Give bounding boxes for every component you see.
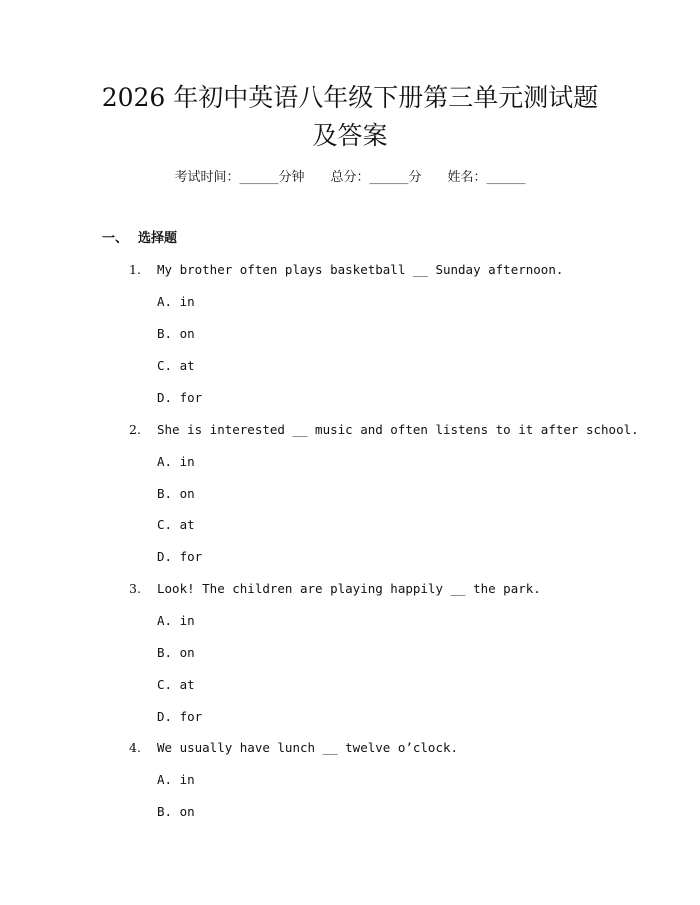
option-b: B. on [157, 804, 195, 819]
question-text: She is interested __ music and often listens to it after school. [157, 422, 639, 437]
student-name: 姓名：______ [447, 170, 526, 185]
option-c: C. at [157, 517, 195, 532]
question-number: 4. [129, 740, 141, 755]
option-b: B. on [157, 486, 195, 501]
option-d: D. for [157, 709, 203, 724]
section-title: 选择题 [138, 231, 178, 246]
option-c: C. at [157, 358, 195, 373]
question-number: 2. [129, 422, 141, 437]
question-text: We usually have lunch __ twelve o’clock. [157, 740, 459, 755]
option-a: A. in [157, 772, 195, 787]
question-number: 3. [129, 581, 141, 596]
option-d: D. for [157, 549, 203, 564]
question-number: 1. [129, 262, 141, 277]
option-c: C. at [157, 677, 195, 692]
exam-info [0, 168, 700, 188]
option-a: A. in [157, 294, 195, 309]
page-title: 2026 年初中英语八年级下册第三单元测试题 [101, 83, 599, 112]
option-d: D. for [157, 390, 203, 405]
question-text: Look! The children are playing happily __ the park. [157, 581, 541, 596]
option-a: A. in [157, 613, 195, 628]
page-title-continued: 及答案 [312, 121, 388, 150]
exam-total-score: 总分：______分 [330, 170, 422, 185]
option-a: A. in [157, 454, 195, 469]
exam-time: 考试时间：______分钟 [174, 170, 305, 185]
question-text: My brother often plays basketball __ Sunday afternoon. [157, 262, 564, 277]
option-b: B. on [157, 645, 195, 660]
option-b: B. on [157, 326, 195, 341]
section-number: 一、 [102, 231, 129, 246]
section-heading [102, 229, 177, 249]
